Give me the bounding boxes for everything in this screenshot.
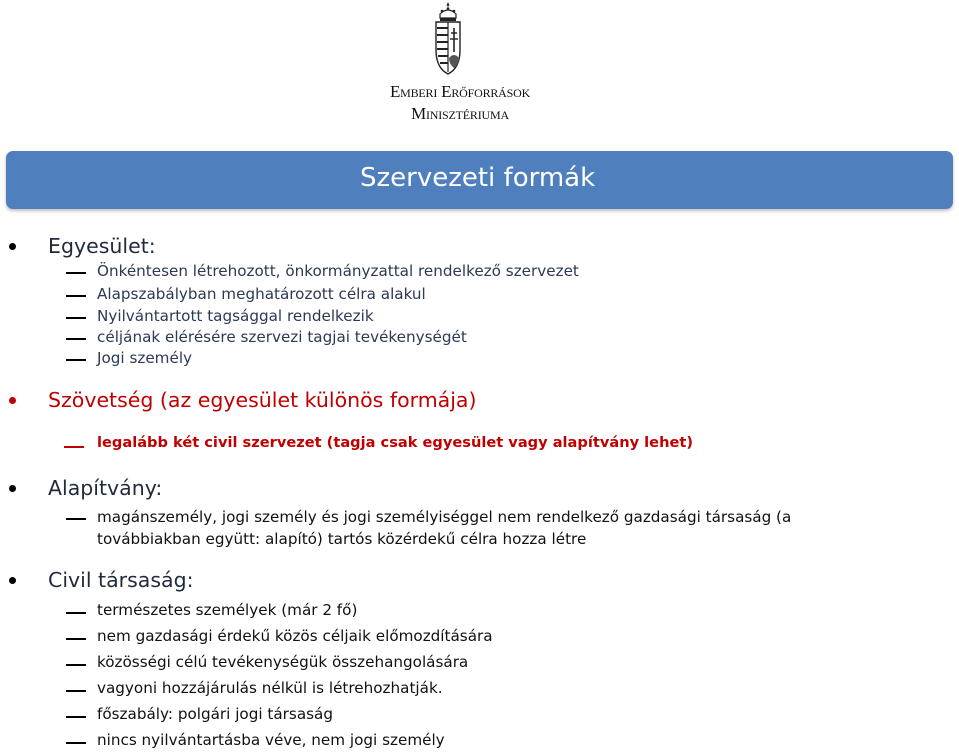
title-banner <box>6 151 953 209</box>
dash-icon <box>66 638 86 640</box>
dash-icon <box>66 716 86 718</box>
list-item: természetes személyek (már 2 fő) <box>97 601 358 619</box>
dash-icon <box>66 295 86 297</box>
bullet-icon <box>9 485 16 492</box>
coat-of-arms-icon <box>432 2 464 78</box>
section-heading-szovetseg: Szövetség (az egyesület különös formája) <box>48 388 477 412</box>
dash-icon <box>66 612 86 614</box>
list-item: Jogi személy <box>97 349 193 367</box>
section-heading-alapitvany: Alapítvány: <box>48 476 163 500</box>
dash-icon <box>66 272 86 274</box>
list-item: céljának elérésére szervezi tagjai tevékenységét <box>97 328 467 346</box>
dash-icon <box>66 664 86 666</box>
dash-icon <box>64 446 84 448</box>
dash-icon <box>66 690 86 692</box>
list-item: vagyoni hozzájárulás nélkül is létrehozhatják. <box>97 679 443 697</box>
ministry-name-line2: Minisztériuma <box>411 104 509 123</box>
list-item: Alapszabályban meghatározott célra alakul <box>97 285 426 303</box>
list-item: főszabály: polgári jogi társaság <box>97 705 333 723</box>
list-item: legalább két civil szervezet (tagja csak egyesület vagy alapítvány lehet) <box>97 434 694 451</box>
bullet-icon <box>9 577 16 584</box>
dash-icon <box>66 359 86 361</box>
list-item: Nyilvántartott tagsággal rendelkezik <box>97 307 374 325</box>
list-item: nincs nyilvántartásba véve, nem jogi személy <box>97 731 445 749</box>
bullet-icon <box>9 397 16 404</box>
section-heading-egyesulet: Egyesület: <box>48 234 156 258</box>
list-item-continuation: továbbiakban együtt: alapító) tartós közérdekű célra hozza létre <box>97 530 587 548</box>
list-item: magánszemély, jogi személy és jogi személyiséggel nem rendelkező gazdasági társaság (a <box>97 508 792 526</box>
dash-icon <box>66 518 86 520</box>
dash-icon <box>66 338 86 340</box>
ministry-logo <box>360 2 560 124</box>
page-title: Szervezeti formák <box>360 163 596 193</box>
list-item: nem gazdasági érdekű közös céljaik előmozdítására <box>97 627 493 645</box>
ministry-name-line1: Emberi Erőforrások <box>389 82 531 101</box>
list-item: Önkéntesen létrehozott, önkormányzattal rendelkező szervezet <box>97 262 579 280</box>
dash-icon <box>66 742 86 744</box>
dash-icon <box>66 317 86 319</box>
bullet-icon <box>9 243 16 250</box>
list-item: közösségi célú tevékenységük összehangolására <box>97 653 469 671</box>
section-heading-civil-tarsasag: Civil társaság: <box>48 568 194 592</box>
